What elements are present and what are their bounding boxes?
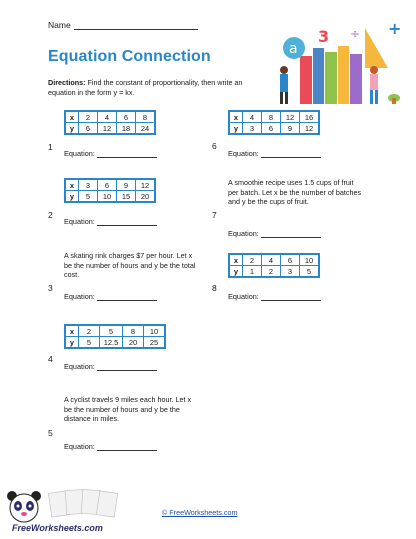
answer-line[interactable]	[97, 363, 157, 371]
footer-link[interactable]: © FreeWorksheets.com	[162, 508, 238, 517]
cell: 8	[136, 111, 156, 123]
equation-field-6[interactable]	[228, 149, 321, 158]
cell: 9	[117, 179, 136, 191]
word-problem-7: A smoothie recipe uses 1.5 cups of fruit per batch. Let x be the number of batches and y be the cups of fruit.	[228, 178, 362, 206]
cell: 6	[79, 123, 98, 135]
word-problem-5: A cyclist travels 9 miles each hour. Let x be the number of hours and y be the distance in miles.	[64, 395, 192, 423]
equation-label: Equation:	[64, 149, 95, 158]
name-line[interactable]	[74, 21, 198, 30]
cell: 18	[117, 123, 136, 135]
name-field[interactable]	[48, 20, 198, 30]
equation-field-3[interactable]	[64, 292, 157, 301]
x-label: x	[65, 111, 79, 123]
cell: 5	[79, 337, 100, 349]
equation-label: Equation:	[64, 217, 95, 226]
answer-line[interactable]	[97, 218, 157, 226]
directions-text: Find the constant of proportionality, then write an equation in the form y = kx.	[48, 78, 243, 97]
cell: 3	[79, 179, 98, 191]
answer-line[interactable]	[261, 293, 321, 301]
cell: 4	[243, 111, 262, 123]
equation-field-5[interactable]	[64, 442, 157, 451]
table-problem-8	[228, 253, 320, 278]
cell: 5	[300, 266, 320, 278]
cell: 1	[243, 266, 262, 278]
equation-field-7[interactable]	[228, 229, 321, 238]
cell: 10	[144, 325, 166, 337]
y-label: y	[65, 337, 79, 349]
equation-field-1[interactable]	[64, 149, 157, 158]
cell: 10	[98, 191, 117, 203]
answer-line[interactable]	[97, 150, 157, 158]
equation-label: Equation:	[228, 149, 259, 158]
name-label: Name	[48, 20, 71, 30]
y-label: y	[229, 266, 243, 278]
equation-field-4[interactable]	[64, 362, 157, 371]
equation-label: Equation:	[64, 442, 95, 451]
svg-text:÷: ÷	[350, 27, 361, 41]
answer-line[interactable]	[261, 150, 321, 158]
problem-number-3: 3	[48, 283, 53, 293]
cell: 6	[117, 111, 136, 123]
y-label: y	[65, 123, 79, 135]
x-label: x	[229, 111, 243, 123]
cell: 3	[281, 266, 300, 278]
cell: 5	[79, 191, 98, 203]
cell: 10	[300, 254, 320, 266]
svg-text:+: +	[388, 19, 402, 38]
cell: 2	[79, 325, 100, 337]
problem-number-4: 4	[48, 354, 53, 364]
panda-logo-icon	[4, 486, 144, 526]
logo-text: FreeWorksheets.com	[12, 523, 103, 533]
word-problem-3: A skating rink charges $7 per hour. Let x be the number of hours and y be the total cost.	[64, 251, 196, 279]
cell: 15	[117, 191, 136, 203]
problem-number-7: 7	[212, 210, 217, 220]
table-problem-6	[228, 110, 320, 135]
table-problem-4	[64, 324, 166, 349]
cell: 24	[136, 123, 156, 135]
equation-field-8[interactable]	[228, 292, 321, 301]
equation-label: Equation:	[228, 229, 259, 238]
x-label: x	[229, 254, 243, 266]
problem-number-6: 6	[212, 141, 217, 151]
cell: 20	[123, 337, 144, 349]
directions-label: Directions:	[48, 78, 86, 87]
cell: 6	[262, 123, 281, 135]
cell: 4	[98, 111, 117, 123]
cell: 8	[123, 325, 144, 337]
answer-line[interactable]	[97, 293, 157, 301]
cell: 25	[144, 337, 166, 349]
cell: 16	[300, 111, 320, 123]
x-label: x	[65, 325, 79, 337]
cell: 2	[243, 254, 262, 266]
problem-number-5: 5	[48, 428, 53, 438]
answer-line[interactable]	[97, 443, 157, 451]
cell: 6	[98, 179, 117, 191]
cell: 12.5	[100, 337, 123, 349]
math-illustration	[270, 18, 410, 106]
y-label: y	[229, 123, 243, 135]
cell: 12	[98, 123, 117, 135]
cell: 2	[262, 266, 281, 278]
y-label: y	[65, 191, 79, 203]
cell: 9	[281, 123, 300, 135]
cell: 5	[100, 325, 123, 337]
problem-number-8: 8	[212, 283, 217, 293]
cell: 12	[136, 179, 156, 191]
table-problem-1	[64, 110, 156, 135]
equation-field-2[interactable]	[64, 217, 157, 226]
svg-text:3: 3	[318, 27, 330, 46]
page-title: Equation Connection	[48, 48, 211, 65]
equation-label: Equation:	[64, 292, 95, 301]
equation-label: Equation:	[228, 292, 259, 301]
svg-text:a: a	[289, 41, 298, 57]
cell: 4	[262, 254, 281, 266]
problem-number-2: 2	[48, 210, 53, 220]
answer-line[interactable]	[261, 230, 321, 238]
cell: 8	[262, 111, 281, 123]
equation-label: Equation:	[64, 362, 95, 371]
directions	[48, 78, 270, 98]
cell: 20	[136, 191, 156, 203]
table-problem-2	[64, 178, 156, 203]
cell: 2	[79, 111, 98, 123]
problem-number-1: 1	[48, 142, 53, 152]
x-label: x	[65, 179, 79, 191]
cell: 6	[281, 254, 300, 266]
cell: 12	[281, 111, 300, 123]
cell: 3	[243, 123, 262, 135]
cell: 12	[300, 123, 320, 135]
